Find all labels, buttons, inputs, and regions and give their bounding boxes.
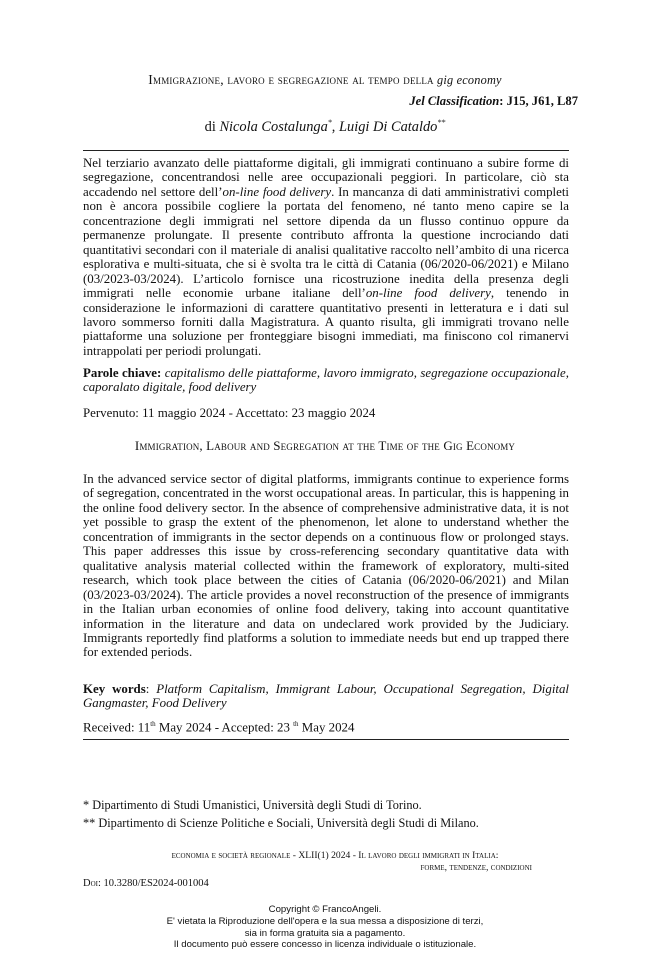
keywords-it-text: capitalismo delle piattaforme, lavoro immigrato, segregazione occupazionale, caporalato digitale, food delivery (83, 366, 569, 395)
abstract-it (83, 156, 569, 358)
footnote-1: * Dipartimento di Studi Umanistici, Università degli Studi di Torino. (83, 798, 422, 812)
journal-line-1: economia e società regionale - XLII(1) 2024 - Il lavoro degli immigrati in Italia: (171, 850, 499, 861)
copyright-line-4: Il documento può essere concesso in licenza individuale o istituzionale. (173, 939, 477, 951)
footnote-2: ** Dipartimento di Scienze Politiche e Sociali, Università degli Studi di Milano. (83, 816, 479, 830)
accepted-date: May 2024 - Accepted: 23 (155, 720, 294, 735)
article-title-en: Immigration, Labour and Segregation at the Time of the Gig Economy (134, 438, 516, 453)
keywords-en-label: Key words (83, 682, 146, 696)
abstract-en: In the advanced service sector of digital platforms, immigrants continue to experience forms of segregation, concentrated in the worst occupational areas. In particular, this is happening in the online food delivery sector. In the absence of comprehensive administrative data, it is not yet possible to grasp the extent of the phenomenon, let alone to understand whether the concentration of immigrants in the sector depends on a continuous flow or prolonged stays. This paper addresses this issue by cross-referencing secondary quantitative data with qualitative analysis material collected within the framework of exploratory, multi-sited research, which took place between the cities of Catania (06/2020-06/2021) and Milan (03/2023-03/2024). The article provides a novel reconstruction of the presence of immigrants in the Italian urban economies of online food delivery, taking into account quantitative information in the literature and data on undeclared work provided by the Judiciary. Immigrants reportedly find platforms a solution to immediate needs but end up trapped there for extended periods. (83, 472, 569, 660)
author-2-mark: ** (437, 118, 446, 127)
jel-classification (409, 94, 578, 109)
abstract-it-part-2: . In mancanza di dati amministrativi completi non è ancora possibile cogliere la portata del fenomeno, né tanto meno capire se la concentrazione degli immigrati nel settore dipenda da un flusso continuo oppure da permanenze prolungate. Il presente contributo affronta la questione incrociando dati quantitativi secondari con il materiale di analisi qualitative raccolto nell’ambito di una ricerca esplorativa e multi-situata, che si è svolta tra le città di Catania (06/2020-06/2021) e Milano (03/2023-03/2024). L’articolo fornisce una ricostruzione inedita della presenza degli immigrati nelle economie urbane italiane dell’ (83, 184, 570, 301)
author-1-mark: * (327, 118, 332, 127)
dates-it: Pervenuto: 11 maggio 2024 - Accettato: 23 maggio 2024 (83, 406, 376, 420)
doi: Doi: 10.3280/ES2024-001004 (83, 878, 209, 889)
keywords-en-text: Platform Capitalism, Immigrant Labour, Occupational Segregation, Digital Gangmaster, Food Delivery (83, 682, 570, 711)
top-rule (83, 150, 569, 151)
jel-codes: : J15, J61, L87 (499, 94, 578, 108)
authors-line (0, 118, 650, 136)
journal-line-2: forme, tendenze, condizioni (420, 862, 532, 874)
author-1: Nicola Costalunga (219, 118, 328, 135)
keywords-it-label: Parole chiave: (83, 366, 162, 380)
received-ordinal: th (150, 720, 156, 728)
bottom-rule (83, 739, 569, 740)
author-2: Luigi Di Cataldo (339, 118, 438, 135)
copyright-line-1: Copyright © FrancoAngeli. (268, 904, 382, 915)
authors-prefix: di (204, 118, 216, 135)
journal-footer (120, 850, 550, 875)
abstract-it-italic-2: on-line food delivery (365, 286, 491, 301)
accepted-ordinal: th (293, 720, 299, 728)
abstract-it-italic-1: on-line food delivery (222, 184, 332, 199)
received-date: Received: 11 (83, 720, 151, 735)
accepted-year: May 2024 (298, 720, 355, 735)
keywords-it (83, 366, 569, 395)
author-separator: , (331, 118, 339, 135)
jel-label: Jel Classification (409, 94, 500, 108)
article-title-it (0, 72, 650, 88)
keywords-en-sep: : (145, 682, 157, 696)
copyright-line-3: sia in forma gratuita sia a pagamento. (244, 927, 406, 939)
copyright-notice (0, 904, 650, 951)
dates-en (83, 720, 354, 735)
keywords-en (83, 682, 569, 711)
copyright-line-2: E' vietata la Riproduzione dell'opera e la sua messa a disposizione di terzi, (166, 915, 484, 927)
abstract-it-part-3: , tenendo in considerazione le informazioni di carattere quantitativo presenti in letteratura e i dati sul lavoro sommerso forniti dalla Magistratura. A quanto risulta, gli immigrati trovano nelle piattaforme una soluzione per fronteggiare bisogni immediati, ma finiscono col rimanervi intrappolati per periodi prolungati. (83, 286, 569, 358)
title-italic: gig economy (437, 73, 502, 87)
title-main: Immigrazione, lavoro e segregazione al tempo della (148, 72, 434, 87)
abstract-it-part-1: Nel terziario avanzato delle piattaforme digitali, gli immigrati continuano a subire forme di segregazione, concentrandosi nelle aree occupazionali peggiori. In particolare, ciò sta accadendo nel settore dell’ (83, 156, 569, 199)
